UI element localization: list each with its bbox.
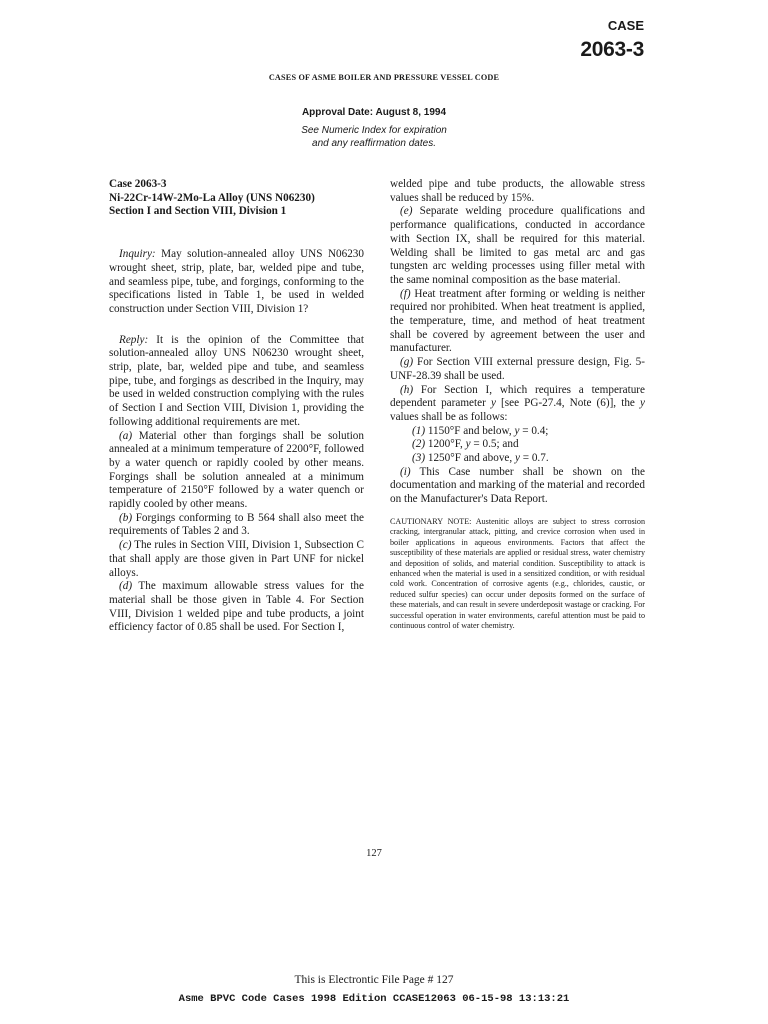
requirement-i [390,466,645,507]
requirement-b [109,512,364,539]
requirement-g-label: (g) [400,356,414,369]
requirement-f-text: Heat treatment after forming or welding is neither required nor prohibited. When heat treatment is applied, the temperature, time, and method of heat treatment shall be covered by agreement between the user and manufacturer. [390,287,646,355]
requirement-h1 [390,425,645,439]
requirement-a-text: Material other than forgings shall be solution annealed at a minimum temperature of 2200°F, followed by a water quench or rapidly cooled by other means. Forgings shall be solution annealed at a minimum temperature of 2150°F followed by a water quench or rapidly cooled by other means. [109,429,364,511]
requirement-f [390,288,645,357]
expiration-note [0,125,748,150]
left-column [109,178,364,635]
requirement-h [390,384,645,425]
requirement-b-text: Forgings conforming to B 564 shall also meet the requirements of Tables 2 and 3. [109,511,364,538]
requirement-e [390,205,645,287]
case-heading-sections: Section I and Section VIII, Division 1 [109,205,287,218]
requirement-a-label: (a) [119,429,133,442]
inquiry-text: May solution-annealed alloy UNS N06230 wrought sheet, strip, plate, bar, welded pipe and tube, and seamless pipe, tube, and forgings, conforming to the specifications listed in Table 1, be used in welded construction under Section VIII, Division 1? [109,248,364,315]
reply-lead: Reply: [119,333,149,346]
reply-text: It is the opinion of the Committee that solution-annealed alloy UNS N06230 wrought sheet, strip, plate, bar, welded pipe and tube, and seamless pipe, tube, and forgings as described in the Inquiry, may be used in welded construction complying with the rules of Section I and Section VIII, Division 1, providing the following additional requirements are met. [109,333,364,428]
page-number: 127 [366,848,382,859]
requirement-h3-text-b: = 0.7. [519,452,549,465]
requirement-h-label: (h) [400,383,414,396]
requirement-h1-text-b: = 0.4; [519,424,549,437]
file-identifier: Asme BPVC Code Cases 1998 Edition CCASE12063 06-15-98 13:13:21 [178,993,570,1005]
case-number: 2063-3 [580,38,644,61]
y-symbol: y [514,452,520,465]
case-heading-alloy: Ni-22Cr-14W-2Mo-La Alloy (UNS N06230) [109,191,315,204]
y-symbol: y [490,397,496,410]
requirement-h-text-3: values shall be as follows: [390,410,508,423]
inquiry-lead: Inquiry: [119,248,156,261]
case-heading-number: Case 2063-3 [109,178,167,190]
requirement-h2-text-b: = 0.5; and [470,438,519,451]
requirement-h1-label: (1) [412,424,426,437]
requirement-h3-text-a: 1250°F and above, [427,452,515,465]
requirement-h2-label: (2) [412,438,426,451]
requirement-e-text: Separate welding procedure qualifications and performance qualifications, conducted in accordance with Section IX, shall be required for this material. Welding shall be limited to gas metal arc and gas tungsten arc welding processes using filler metal with the same nominal composition as the base material. [390,205,645,286]
requirement-d-continued: welded pipe and tube products, the allowable stress values shall be reduced by 15%. [390,178,645,204]
inquiry-paragraph [109,248,364,317]
requirement-e-label: (e) [400,205,413,218]
requirement-h1-text-a: 1150°F and below, [427,424,515,437]
series-title: CASES OF ASME BOILER AND PRESSURE VESSEL CODE [268,73,500,82]
expiration-note-line2: and any reaffirmation dates. [312,137,436,149]
requirement-h3 [390,452,645,466]
requirement-f-label: (f) [400,287,411,300]
requirement-c [109,539,364,580]
requirement-d-label: (d) [119,580,133,593]
requirement-d-start [109,580,364,635]
case-label: CASE [607,18,644,33]
electronic-file-page: This is Electrontic File Page # 127 [294,974,454,986]
requirement-h2-text-a: 1200°F, [427,438,466,451]
requirement-g [390,356,645,383]
cautionary-note: CAUTIONARY NOTE: Austenitic alloys are subject to stress corrosion cracking, intergranular attack, pitting, and crevice corrosion when used in boiler applications in aqueous environments. Factors that affect the susceptibility of these materials are applied or residual stress, water chemistry and deposition of solids, and material condition. Susceptibility to attack is enhanced when the material is used in a sensitized condition, or with residual cold work. Concentration of corrosive agents (e.g., chlorides, caustic, or reduced sulfur species) can occur under deposits formed on the surface of these materials, and can result in severe underdeposit wastage or cracking. For successful operation in water environments, careful attention must be paid to continuous control of water chemistry. [390,516,645,630]
requirement-g-text: For Section VIII external pressure design, Fig. 5-UNF-28.39 shall be used. [390,356,645,382]
requirement-h2 [390,438,645,452]
y-symbol: y [640,397,645,410]
reply-paragraph [109,334,364,430]
y-symbol: y [465,438,471,451]
requirement-h-text-2: [see PG-27.4, Note (6)], the [495,397,641,410]
requirement-i-text: This Case number shall be shown on the documentation and marking of the material and recorded on the Manufacturer's Data Report. [390,465,645,506]
requirement-i-label: (i) [400,465,411,478]
requirement-h-text-1: For Section I, which requires a temperature dependent parameter [390,383,645,410]
requirement-c-label: (c) [119,539,132,552]
approval-date: Approval Date: August 8, 1994 [301,107,447,118]
requirement-a [109,430,364,512]
requirement-d-text-part1: The maximum allowable stress values for the material shall be those given in Table 4. For Section VIII, Division 1 welded pipe and tube products, a joint efficiency factor of 0.85 shall be used. For Section I, [109,580,364,634]
expiration-note-line1: See Numeric Index for expiration [301,125,447,136]
requirement-h3-label: (3) [412,452,426,465]
y-symbol: y [514,424,520,437]
right-column [390,178,645,631]
requirement-c-text: The rules in Section VIII, Division 1, Subsection C that shall apply are those given in Part UNF for nickel alloys. [109,539,364,579]
requirement-b-label: (b) [119,511,133,524]
